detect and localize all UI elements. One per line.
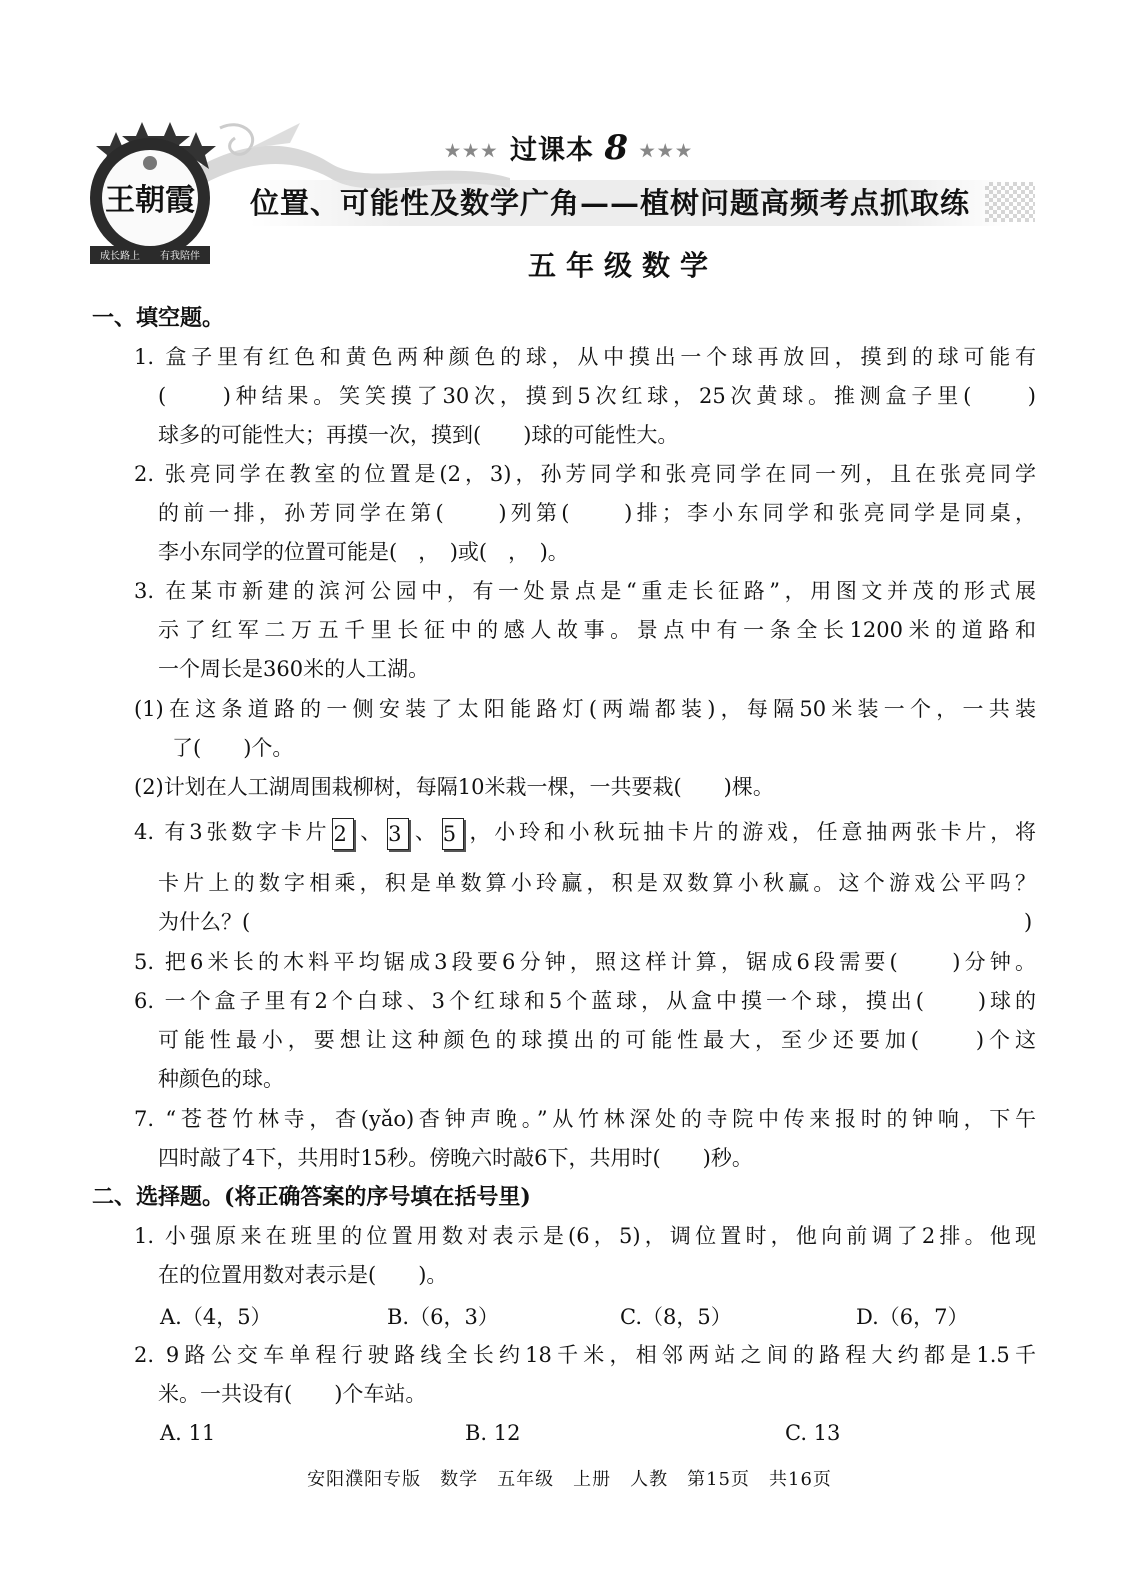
svg-text:有我陪伴: 有我陪伴 <box>160 251 200 262</box>
question-line: 一个周长是360米的人工湖。 <box>158 657 430 681</box>
question-line: 1. 小强原来在班里的位置用数对表示是(6，5)，调位置时，他向前调了2排。他现 <box>134 1224 1036 1248</box>
q4-suffix: ，小玲和小秋玩抽卡片的游戏，任意抽两张卡片，将 <box>465 820 1037 844</box>
svg-text:王朝霞: 王朝霞 <box>105 183 195 218</box>
page-footer: 安阳濮阳专版 数学 五年级 上册 人教 第15页 共16页 <box>307 1469 832 1490</box>
series-label <box>0 128 1139 168</box>
series-number: 8 <box>604 128 630 168</box>
svg-text:成长路上: 成长路上 <box>100 251 140 262</box>
question-line: 的前一排，孙芳同学在第( )列第( )排；李小东同学和张亮同学是同桌， <box>158 501 1036 525</box>
question-line: (1)在这条道路的一侧安装了太阳能路灯(两端都装)，每隔50米装一个，一共装 <box>134 697 1036 721</box>
subject-title: 五年级数学 <box>527 249 718 282</box>
option-c: C.（8，5） <box>620 1305 732 1329</box>
number-card: 3 <box>387 818 409 850</box>
q4-prefix: 4. 有3张数字卡片 <box>134 820 331 844</box>
number-card: 2 <box>332 818 354 850</box>
question-line: 7. “苍苍竹林寺，杳(yǎo)杳钟声晚。”从竹林深处的寺院中传来报时的钟响，下午 <box>134 1107 1036 1131</box>
answer-blank-open: 为什么？( <box>158 910 251 934</box>
number-card: 5 <box>442 818 464 850</box>
option-b: B.（6，3） <box>387 1305 499 1329</box>
card-separator: 、 <box>411 820 440 844</box>
question-line: 李小东同学的位置可能是( ， )或( ， )。 <box>158 540 569 564</box>
card-separator: 、 <box>356 820 386 844</box>
option-d: D.（6，7） <box>856 1305 969 1329</box>
question-line: 球多的可能性大；再摸一次，摸到( )球的可能性大。 <box>158 423 679 447</box>
question-line: 2. 张亮同学在教室的位置是(2，3)，孙芳同学和张亮同学在同一列，且在张亮同学 <box>134 462 1036 486</box>
option-a: A. 11 <box>160 1421 216 1445</box>
question-line: 1. 盒子里有红色和黄色两种颜色的球，从中摸出一个球再放回，摸到的球可能有 <box>134 345 1036 369</box>
option-b: B. 12 <box>465 1421 521 1445</box>
series-text: 过课本 <box>509 135 594 166</box>
answer-blank-close: ) <box>1024 910 1033 934</box>
checker-decoration <box>985 182 1035 222</box>
question-line: 5. 把6米长的木料平均锯成3段要6分钟，照这样计算，锯成6段需要( )分钟。 <box>134 950 1036 974</box>
question-line: 6. 一个盒子里有2个白球、3个红球和5个蓝球，从盒中摸一个球，摸出( )球的 <box>134 989 1036 1013</box>
question-line: 种颜色的球。 <box>158 1067 284 1091</box>
question-line: 3. 在某市新建的滨河公园中，有一处景点是“重走长征路”，用图文并茂的形式展 <box>134 579 1036 603</box>
question-line: 可能性最小，要想让这种颜色的球摸出的可能性最大，至少还要加( )个这 <box>158 1028 1036 1052</box>
question-line: (2)计划在人工湖周围栽柳树，每隔10米栽一棵，一共要栽( )棵。 <box>134 775 774 799</box>
option-a: A.（4，5） <box>160 1305 272 1329</box>
question-line: ( )种结果。笑笑摸了30次，摸到5次红球，25次黄球。推测盒子里( ) <box>158 384 1036 408</box>
section-heading-fill-blank: 一、填空题。 <box>92 305 225 331</box>
stars-right: ★★★ <box>639 141 695 162</box>
section-heading-multiple-choice: 二、选择题。(将正确答案的序号填在括号里) <box>92 1184 531 1210</box>
question-line: 示了红军二万五千里长征中的感人故事。景点中有一条全长1200米的道路和 <box>158 618 1036 642</box>
stars-left: ★★★ <box>444 141 500 162</box>
question-line: 在的位置用数对表示是( )。 <box>158 1263 448 1287</box>
question-line: 米。一共设有( )个车站。 <box>158 1382 427 1406</box>
question-4-line <box>134 817 1036 850</box>
option-c: C. 13 <box>785 1421 841 1445</box>
question-line: 卡片上的数字相乘，积是单数算小玲赢，积是双数算小秋赢。这个游戏公平吗？ <box>158 871 1036 895</box>
question-line: 四时敲了4下，共用时15秒。傍晚六时敲6下，共用时( )秒。 <box>158 1146 753 1170</box>
document-title: 位置、可能性及数学广角——植树问题高频考点抓取练 <box>250 180 1010 226</box>
question-line: 2. 9路公交车单程行驶路线全长约18千米，相邻两站之间的路程大约都是1.5千 <box>134 1343 1036 1367</box>
question-line: 了( )个。 <box>172 736 294 760</box>
